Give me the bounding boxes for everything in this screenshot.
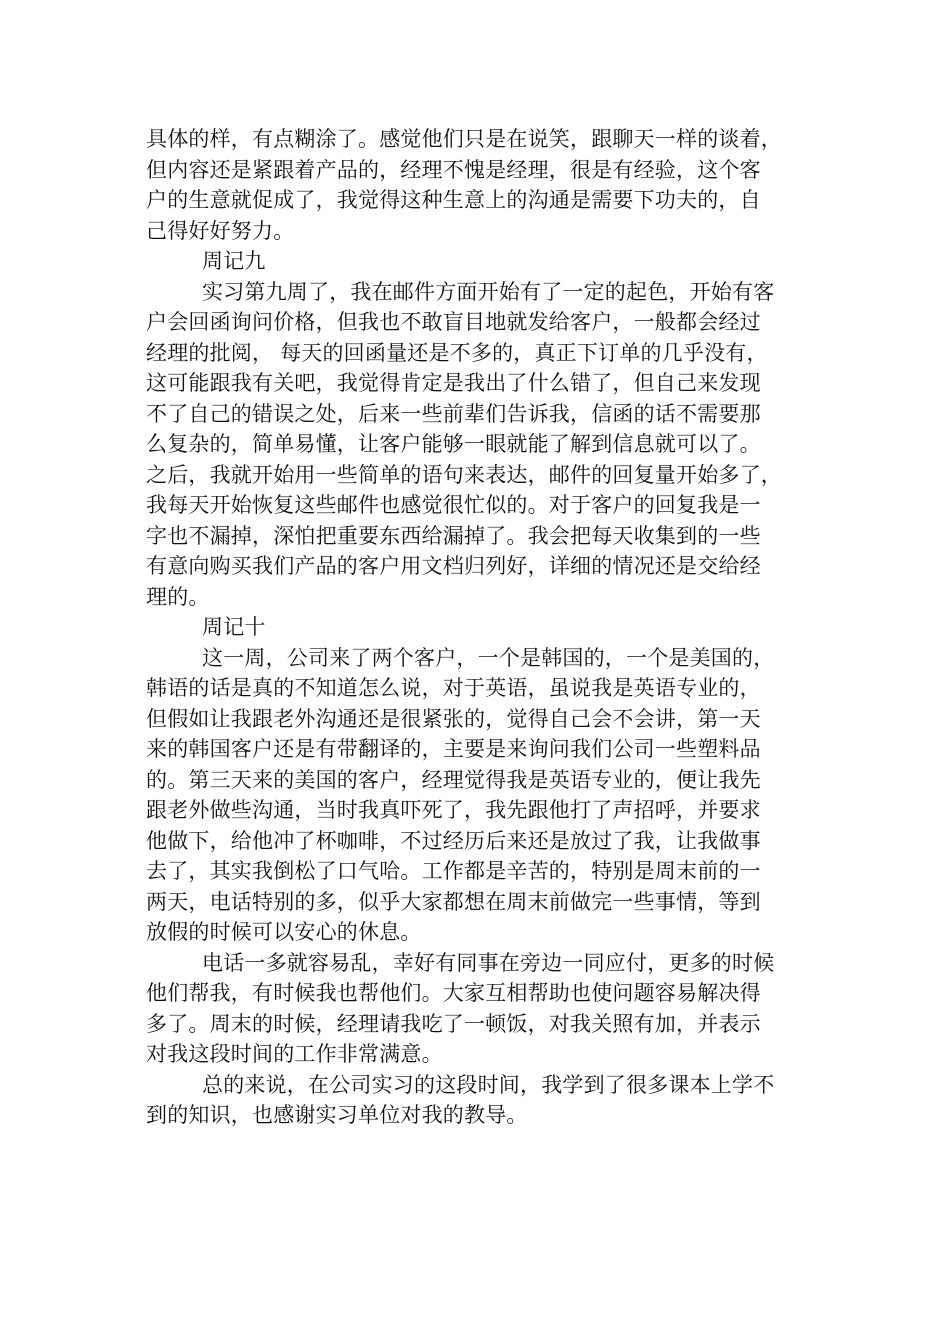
text-line: 不了自己的错误之处，后来一些前辈们告诉我，信函的话不需要那 <box>146 401 761 426</box>
text-line: 己得好好努力。 <box>146 218 295 243</box>
text-line: 跟老外做些沟通，当时我真吓死了，我先跟他打了声招呼，并要求 <box>146 798 761 822</box>
document-body <box>146 124 808 1131</box>
text-line: 来的韩国客户还是有带翻译的，主要是来询问我们公司一些塑料品 <box>146 737 761 761</box>
text-line: 到的知识，也感谢实习单位对我的教导。 <box>146 1103 528 1127</box>
text-line: 经理的批阅， 每天的回函量还是不多的，真正下订单的几乎没有， <box>146 340 768 365</box>
text-line: 放假的时候可以安心的休息。 <box>146 920 422 944</box>
text-line: 他做下，给他冲了杯咖啡，不过经历后来还是放过了我，让我做事 <box>146 828 761 853</box>
text-line: 韩语的话是真的不知道怎么说，对于英语，虽说我是英语专业的， <box>146 676 761 700</box>
section-heading: 周记十 <box>202 615 266 639</box>
text-line: 户的生意就促成了，我觉得这种生意上的沟通是需要下功夫的，自 <box>146 188 761 212</box>
text-line: 两天，电话特别的多，似乎大家都想在周末前做完一些事情，等到 <box>146 889 761 914</box>
text-line: 的。第三天来的美国的客户，经理觉得我是英语专业的，便让我先 <box>146 767 761 792</box>
text-line: 多了。周末的时候，经理请我吃了一顿饭，对我关照有加，并表示 <box>146 1011 761 1036</box>
text-line: 去了，其实我倒松了口气哈。工作都是辛苦的，特别是周末前的一 <box>146 859 761 883</box>
text-line: 但内容还是紧跟着产品的，经理不愧是经理，很是有经验，这个客 <box>146 157 761 182</box>
text-line: 具体的样，有点糊涂了。感觉他们只是在说笑，跟聊天一样的谈着， <box>146 127 782 151</box>
text-line: 字也不漏掉，深怕把重要东西给漏掉了。我会把每天收集到的一些 <box>146 523 761 548</box>
text-line: 有意向购买我们产品的客户用文档归列好，详细的情况还是交给经 <box>146 554 761 578</box>
text-line: 么复杂的，简单易懂，让客户能够一眼就能了解到信息就可以了。 <box>146 432 761 456</box>
text-line: 我每天开始恢复这些邮件也感觉很忙似的。对于客户的回复我是一 <box>146 493 761 517</box>
text-line: 户会回函询问价格，但我也不敢盲目地就发给客户，一般都会经过 <box>146 310 761 334</box>
text-line: 总的来说，在公司实习的这段时间，我学到了很多课本上学不 <box>202 1072 775 1097</box>
text-line: 之后，我就开始用一些简单的语句来表达，邮件的回复量开始多了， <box>146 462 782 487</box>
text-line: 他们帮我，有时候我也帮他们。大家互相帮助也使问题容易解决得 <box>146 981 761 1005</box>
text-line: 实习第九周了，我在邮件方面开始有了一定的起色，开始有客 <box>202 279 775 304</box>
text-line: 理的。 <box>146 584 210 609</box>
text-line: 对我这段时间的工作非常满意。 <box>146 1042 443 1066</box>
text-line: 但假如让我跟老外沟通还是很紧张的，觉得自己会不会讲，第一天 <box>146 706 761 731</box>
text-line: 这可能跟我有关吧，我觉得肯定是我出了什么错了，但自己来发现 <box>146 371 761 395</box>
section-heading: 周记九 <box>202 249 266 273</box>
text-line: 这一周，公司来了两个客户，一个是韩国的，一个是美国的， <box>202 645 775 670</box>
text-line: 电话一多就容易乱，幸好有同事在旁边一同应付，更多的时候 <box>202 950 775 975</box>
